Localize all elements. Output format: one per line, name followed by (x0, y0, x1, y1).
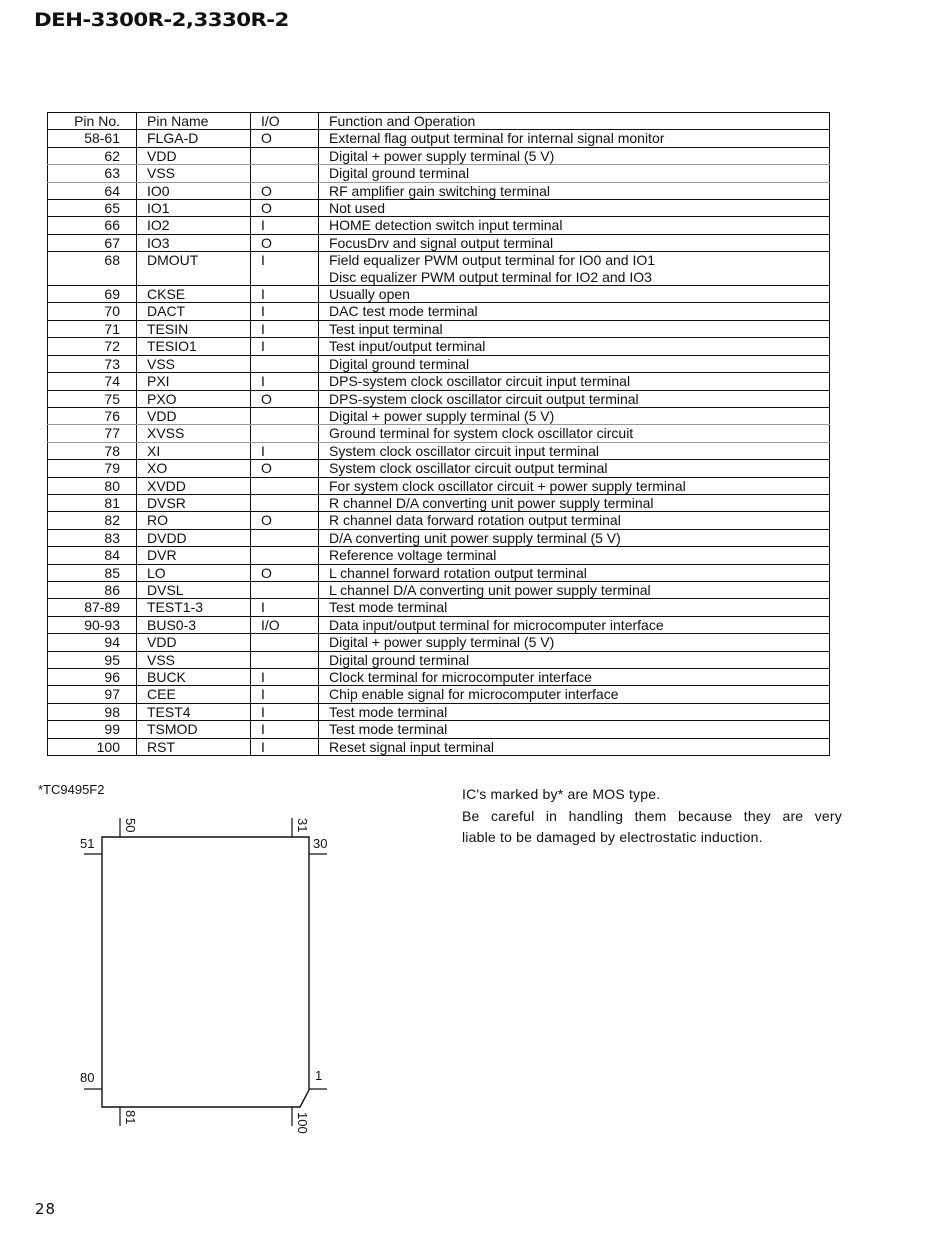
pin-function-line: R channel data forward rotation output terminal (329, 512, 621, 529)
pin-io (251, 581, 319, 598)
pin-function (319, 651, 830, 668)
pin-name-text: RO (147, 512, 168, 529)
pin-io: O (251, 564, 319, 581)
table-row (48, 669, 830, 686)
pin-name (137, 669, 251, 686)
table-row (48, 338, 830, 355)
col-io: I/O (251, 113, 319, 130)
pin-function-line: RF amplifier gain switching terminal (329, 182, 550, 199)
pin-io: O (251, 130, 319, 147)
table-row (48, 581, 830, 598)
pin-function-line: HOME detection switch input terminal (329, 217, 563, 234)
table-row (48, 547, 830, 564)
pin-name-text: XO (147, 460, 168, 477)
pin-function (319, 286, 830, 303)
table-row (48, 390, 830, 407)
pin-function (319, 581, 830, 598)
pin-function (319, 338, 830, 355)
table-row (48, 286, 830, 303)
pin-function-line: Data input/output terminal for microcomputer interface (329, 616, 664, 633)
pin-function-line: Test input/output terminal (329, 338, 486, 355)
pin-io: I (251, 303, 319, 320)
pin-number: 95 (48, 651, 137, 668)
pin-number: 69 (48, 286, 137, 303)
pin-name (137, 477, 251, 494)
pin-number: 74 (48, 373, 137, 390)
table-row (48, 721, 830, 738)
pin-function-line: Test mode terminal (329, 721, 448, 738)
pin-function-line: DAC test mode terminal (329, 303, 478, 320)
col-function: Function and Operation (319, 113, 830, 130)
pin-name-text: VSS (147, 651, 176, 668)
pin-name-text: VSS (147, 165, 176, 182)
pin-number: 87-89 (48, 599, 137, 616)
pin-function-table (47, 112, 830, 756)
pin-name-text: $\overline{CEE}$ (147, 686, 176, 703)
pin-name-text: IO1 (147, 200, 170, 217)
pin-label-1: 1 (315, 1068, 323, 1083)
pin-number: 86 (48, 581, 137, 598)
pin-io (251, 651, 319, 668)
pin-name (137, 373, 251, 390)
pin-function-line: Reference voltage terminal (329, 547, 497, 564)
pin-number: 78 (48, 442, 137, 459)
pin-label-30: 30 (313, 836, 328, 851)
pin-io: I (251, 338, 319, 355)
pin-number: 58-61 (48, 130, 137, 147)
pin-function-line: FocusDrv and signal output terminal (329, 234, 554, 251)
pin-function (319, 355, 830, 372)
pin-function (319, 703, 830, 720)
pin-function (319, 390, 830, 407)
table-row (48, 320, 830, 337)
pin-io: I (251, 686, 319, 703)
pin-number: 63 (48, 165, 137, 182)
pin-name-text: IO2 (147, 217, 170, 234)
pin-function (319, 234, 830, 251)
note-line-2: Be careful in handling them because they are very (462, 807, 842, 824)
pin-number: 70 (48, 303, 137, 320)
pin-io: I (251, 703, 319, 720)
pin-name (137, 599, 251, 616)
pin-number: 66 (48, 217, 137, 234)
pin-label-51: 51 (80, 836, 95, 851)
table-row (48, 355, 830, 372)
pin-function-line: Clock terminal for microcomputer interface (329, 669, 592, 685)
pin-io (251, 355, 319, 372)
pin-function-line: System clock oscillator circuit output terminal (329, 460, 608, 477)
pin-io (251, 547, 319, 564)
table-row (48, 529, 830, 546)
pin-io: O (251, 182, 319, 199)
pin-name (137, 721, 251, 738)
pin-function (319, 373, 830, 390)
pin-name-text: TESIN (147, 320, 189, 337)
table-row (48, 442, 830, 459)
pin-function-line: DPS-system clock oscillator circuit input terminal (329, 373, 631, 390)
table-row (48, 634, 830, 651)
pin-io: I (251, 669, 319, 686)
pin-name (137, 529, 251, 546)
table-row (48, 703, 830, 720)
pin-function-line: Disc equalizer PWM output terminal for IO2 and IO3 (329, 268, 652, 285)
pin-name (137, 217, 251, 234)
table-row (48, 425, 830, 442)
pin-name (137, 686, 251, 703)
pin-function-line: Test mode terminal (329, 703, 448, 720)
pin-name (137, 303, 251, 320)
pin-name (137, 581, 251, 598)
pin-label-50: 50 (123, 818, 138, 833)
pin-number: 84 (48, 547, 137, 564)
pin-name-text: TESIO1 (147, 338, 197, 355)
pin-number: 72 (48, 338, 137, 355)
pin-name-text: LO (147, 564, 166, 581)
pin-number: 94 (48, 634, 137, 651)
pin-function-line: Usually open (329, 286, 410, 303)
pin-function (319, 529, 830, 546)
pin-name (137, 130, 251, 147)
pin-name-text: VDD (147, 407, 177, 424)
pin-name-text: CKSE (147, 286, 186, 303)
pin-name (137, 355, 251, 372)
pin-function-line: External flag output terminal for internal signal monitor (329, 130, 665, 147)
col-pin-name: Pin Name (137, 113, 251, 130)
pin-io: I (251, 738, 319, 755)
pin-name-text: $\overline{RST}$ (147, 738, 175, 755)
pin-io: O (251, 200, 319, 217)
note-line-1: IC's marked by* are MOS type. (462, 786, 661, 802)
pin-io: I (251, 286, 319, 303)
pin-function-line: Digital ground terminal (329, 355, 470, 372)
pin-number: 75 (48, 390, 137, 407)
pin-name-text: VSS (147, 355, 176, 372)
pin-function (319, 477, 830, 494)
pin-function (319, 425, 830, 442)
pin-function (319, 217, 830, 234)
pin-function (319, 616, 830, 633)
pin-function-line: Field equalizer PWM output terminal for IO0 and IO1 (329, 252, 656, 269)
pin-function-line: Digital + power supply terminal (5 V) (329, 634, 555, 651)
pin-io: I (251, 721, 319, 738)
pin-name-text: DVR (147, 547, 177, 564)
pin-function (319, 547, 830, 564)
table-row (48, 616, 830, 633)
pin-function (319, 407, 830, 424)
pin-function-line: Chip enable signal for microcomputer interface (329, 686, 619, 703)
pin-function (319, 182, 830, 199)
table-row (48, 494, 830, 511)
table-row (48, 182, 830, 199)
pin-function (319, 738, 830, 755)
pin-name-text: DVSR (147, 494, 186, 511)
pin-number: 71 (48, 320, 137, 337)
pin-function (319, 721, 830, 738)
pin-name (137, 651, 251, 668)
pin-io: I (251, 320, 319, 337)
pin-name (137, 425, 251, 442)
table-row (48, 651, 830, 668)
pin-io (251, 477, 319, 494)
pin-function-line: Digital ground terminal (329, 651, 470, 668)
pin-number: 73 (48, 355, 137, 372)
pin-function-line: For system clock oscillator circuit + power supply terminal (329, 477, 686, 494)
pin-label-100: 100 (295, 1112, 310, 1134)
pin-io (251, 147, 319, 164)
table-row (48, 738, 830, 755)
table-row (48, 564, 830, 581)
pin-number: 68 (48, 252, 137, 286)
pin-number: 90-93 (48, 616, 137, 633)
pin-number: 81 (48, 494, 137, 511)
pin-number: 85 (48, 564, 137, 581)
pin-name-text: VDD (147, 634, 177, 651)
pin-function-line: D/A converting unit power supply terminal (5 V) (329, 529, 621, 546)
pin-number: 77 (48, 425, 137, 442)
pin-function-line: Digital + power supply terminal (5 V) (329, 407, 555, 424)
table-row (48, 599, 830, 616)
pin-name-text: TEST1-3 (147, 599, 204, 616)
pin-io: I (251, 442, 319, 459)
pin-io: I (251, 252, 319, 286)
pin-number: 83 (48, 529, 137, 546)
pin-function (319, 252, 830, 286)
pin-number: 65 (48, 200, 137, 217)
pin-function-line: L channel forward rotation output terminal (329, 564, 587, 581)
pin-function-line: Test input terminal (329, 320, 443, 337)
pin-io (251, 634, 319, 651)
pin-number: 64 (48, 182, 137, 199)
pin-function (319, 165, 830, 182)
table-row (48, 252, 830, 286)
pin-name (137, 338, 251, 355)
pin-name (137, 616, 251, 633)
pin-number: 76 (48, 407, 137, 424)
pin-number: 82 (48, 512, 137, 529)
pin-function-line: System clock oscillator circuit input terminal (329, 442, 599, 459)
table-row (48, 200, 830, 217)
pin-function-line: Digital + power supply terminal (5 V) (329, 147, 555, 164)
table-row (48, 303, 830, 320)
table-row (48, 477, 830, 494)
pin-function-line: Reset signal input terminal (329, 738, 494, 755)
pin-io: O (251, 234, 319, 251)
pin-function-line: Not used (329, 200, 386, 217)
pin-name (137, 442, 251, 459)
pin-function (319, 460, 830, 477)
note-line-3: liable to be damaged by electrostatic induction. (462, 829, 763, 845)
pin-number: 98 (48, 703, 137, 720)
table-row (48, 460, 830, 477)
pin-name-text: VDD (147, 147, 177, 164)
pin-io: I (251, 599, 319, 616)
pin-function-line: R channel D/A converting unit power supply terminal (329, 494, 654, 511)
pin-label-80: 80 (80, 1070, 95, 1085)
pin-function (319, 599, 830, 616)
pin-name (137, 703, 251, 720)
table-row (48, 373, 830, 390)
table-row (48, 147, 830, 164)
model-header: DEH-3300R-2,3330R-2 (34, 9, 289, 31)
table-row (48, 686, 830, 703)
pin-name (137, 634, 251, 651)
pin-function (319, 200, 830, 217)
pin-function-line: Test mode terminal (329, 599, 448, 616)
pin-name (137, 407, 251, 424)
pin-io (251, 407, 319, 424)
pin-name-text: DVDD (147, 529, 187, 546)
pin-label-81: 81 (123, 1110, 138, 1125)
pin-name (137, 494, 251, 511)
pin-function (319, 130, 830, 147)
table-row (48, 234, 830, 251)
pin-name (137, 564, 251, 581)
ic-label: *TC9495F2 (38, 782, 105, 797)
pin-name (137, 234, 251, 251)
pin-io (251, 494, 319, 511)
table-header-row (48, 113, 830, 130)
pin-name-text: BUS0-3 (147, 616, 197, 633)
pin-name-text: DACT (147, 303, 186, 320)
pin-number: 62 (48, 147, 137, 164)
pin-name (137, 512, 251, 529)
pin-io: I (251, 217, 319, 234)
pin-name (137, 547, 251, 564)
mos-handling-note (462, 784, 842, 849)
pin-function (319, 564, 830, 581)
table-row (48, 165, 830, 182)
col-pin-no: Pin No. (48, 113, 137, 130)
pin-name-text: IO3 (147, 234, 170, 251)
pin-number: 79 (48, 460, 137, 477)
pin-name (137, 460, 251, 477)
table-row (48, 130, 830, 147)
pin-name-text: BUCK (147, 669, 186, 685)
pin-name (137, 252, 251, 286)
ic-package-diagram (60, 810, 340, 1140)
pin-name (137, 182, 251, 199)
pin-name-text: PXO (147, 390, 177, 407)
pin-function (319, 686, 830, 703)
pin-function (319, 303, 830, 320)
pin-number: 80 (48, 477, 137, 494)
pin-number: 97 (48, 686, 137, 703)
pin-number: 100 (48, 738, 137, 755)
pin-name-text: DMOUT (147, 252, 199, 269)
pin-io: O (251, 460, 319, 477)
pin-io (251, 529, 319, 546)
table-row (48, 407, 830, 424)
pin-function-line: L channel D/A converting unit power supply terminal (329, 581, 651, 598)
pin-name-text: XVDD (147, 477, 186, 494)
pin-function (319, 442, 830, 459)
pin-name (137, 286, 251, 303)
pin-name-text: TEST4 (147, 703, 191, 720)
pin-name-text: IO0 (147, 182, 170, 199)
pin-io (251, 165, 319, 182)
pin-name (137, 390, 251, 407)
pin-name-text: PXI (147, 373, 170, 390)
pin-name-text: DVSL (147, 581, 184, 598)
pin-function (319, 320, 830, 337)
pin-function (319, 147, 830, 164)
pin-label-31: 31 (295, 818, 310, 833)
pin-io: O (251, 390, 319, 407)
pin-function-line: DPS-system clock oscillator circuit output terminal (329, 390, 639, 407)
pin-name (137, 165, 251, 182)
pin-function (319, 669, 830, 686)
pin-name (137, 320, 251, 337)
pin-function-line: Digital ground terminal (329, 165, 470, 182)
pin-number: 99 (48, 721, 137, 738)
pin-name-text: FLGA-D (147, 130, 199, 147)
ic-package-outline (102, 837, 309, 1107)
pin-name (137, 147, 251, 164)
pin-function-line: Ground terminal for system clock oscillator circuit (329, 425, 634, 442)
pin-name-text: XVSS (147, 425, 185, 442)
pin-name (137, 200, 251, 217)
page-number: 28 (35, 1200, 57, 1218)
pin-function (319, 494, 830, 511)
pin-name-text: XI (147, 442, 161, 459)
pin-io: I/O (251, 616, 319, 633)
pin-name-text: TSMOD (147, 721, 198, 738)
pin-io (251, 425, 319, 442)
pin-io: O (251, 512, 319, 529)
table-row (48, 217, 830, 234)
pin-function (319, 634, 830, 651)
pin-name (137, 738, 251, 755)
table-row (48, 512, 830, 529)
pin-function (319, 512, 830, 529)
pin-number: 67 (48, 234, 137, 251)
pin-number: 96 (48, 669, 137, 686)
pin-io: I (251, 373, 319, 390)
